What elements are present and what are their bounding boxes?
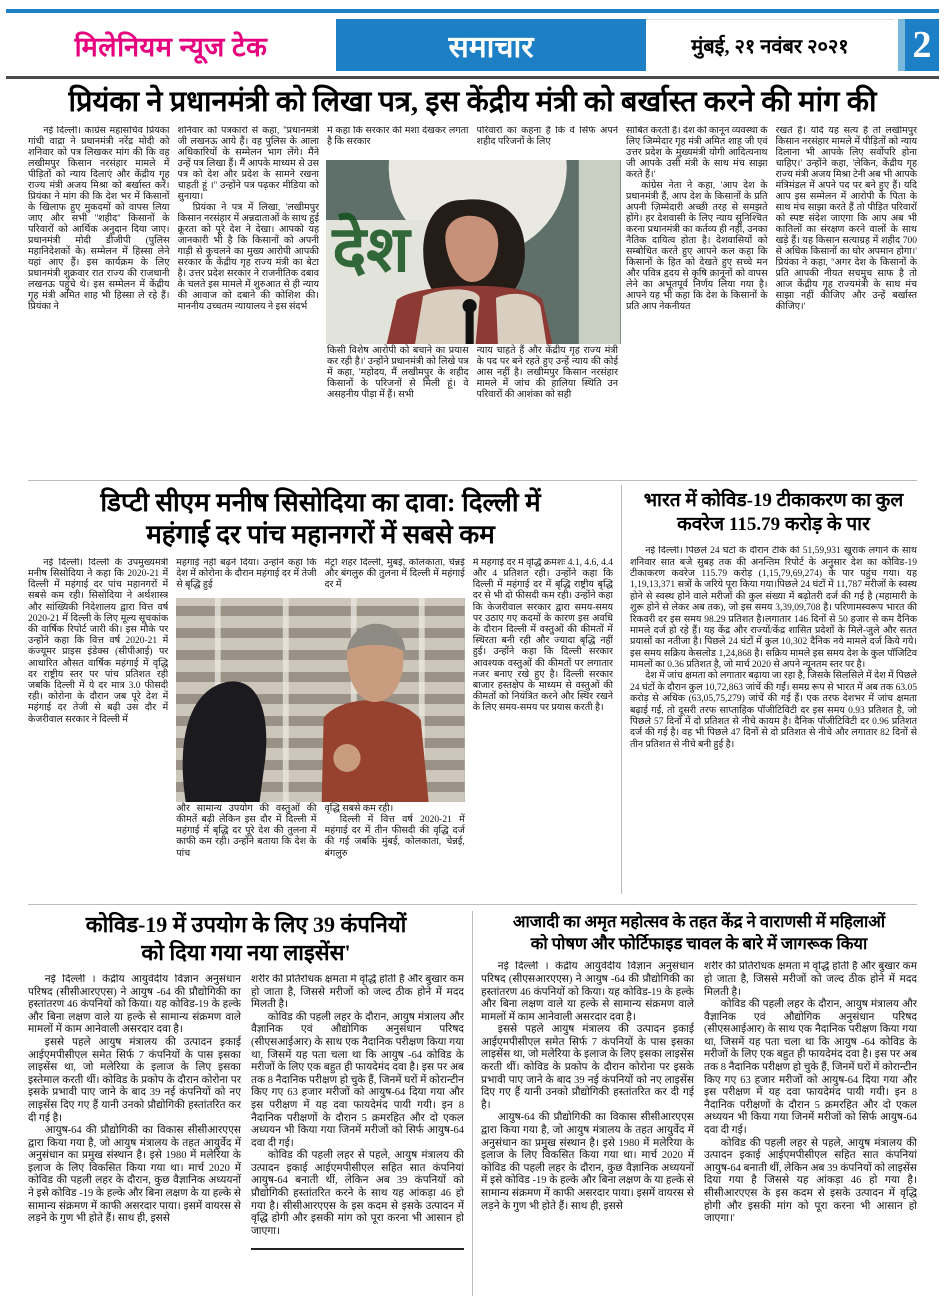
vaccination-article [630, 485, 917, 894]
page-number-stripe [898, 19, 905, 71]
body-paragraph: न्याय चाहते हैं और केंद्रीय गृह राज्य मंत्री के पद पर बने रहते हुए उन्हें न्याय की कोई आस नहीं है। लखीमपुर किसान नरसंहार मामले में जांच की हालिया स्थिति उन परिवारों की आशंका को सही [476, 345, 618, 400]
headline-line: को दिया गया नया लाइसेंस' [141, 940, 351, 966]
body-paragraph: रखते हैं। यदि यह सत्य है तो लखीमपुर किसान नरसंहार मामले में पीड़ितों को न्याय दिलाना भी आपके लिए सर्वोपरि होना चाहिए।' उन्होंने कहा, 'लेकिन, केंद्रीय गृह राज्य मंत्री अजय मिश्रा टेनी अब भी आपके मंत्रिमंडल में अपने पद पर बने हुए हैं। यदि आप इस सम्मेलन में आरोपी के पिता के साथ मंच साझा करते हैं तो पीड़ित परिवारों को स्पष्ट संदेश जाएगा कि आप अब भी कातिलों का संरक्षण करने वालों के साथ खड़े हैं। यह किसान सत्याग्रह में शहीद 700 से अधिक किसानों का घोर अपमान होगा।' प्रियंका ने कहा, ''अगर देश के किसानों के प्रति आपकी नीयत सचमुच साफ है तो आज केंद्रीय गृह राज्यमंत्री के साथ मंच साझा नहीं कीजिए और उन्हें बर्खास्त कीजिए।' [775, 125, 917, 313]
header-rule [6, 76, 939, 79]
section-bar [336, 19, 646, 71]
body-paragraph: साबित करती है। देश की कानून व्यवस्था के लिए जिम्मेदार गृह मंत्री अमित शाह जी एवं उत्तर प्रदेश के मुख्यमंत्री योगी आदित्यनाथ जी आपके उसी मंत्री के साथ मंच साझा करते हैं।' [626, 125, 768, 180]
body-paragraph: कोविड की पहली लहर से पहले, आयुष मंत्रालय की उत्पादन इकाई आईएमपीसीएल सहित सात कंपनियां आयुष-64 बनाती थीं, लेकिन अब 39 कंपनियों को लाइसेंस दिया गया है जिससे यह आंकड़ा 46 हो गया है। सीसीआरएएस के इस कदम से इसके उत्पादन में वृद्धि होगी और इसकी मांग को पूरा करना भी आसान हो जाएगा।' [704, 1137, 917, 1225]
body-paragraph: आयुष-64 की प्रौद्योगिकी का विकास सीसीआरएएस द्वारा किया गया है, जो आयुष मंत्रालय के तहत आयुर्वेद में अनुसंधान का प्रमुख संस्थान है। इसे 1980 में मलेरिया के इलाज के लिए विकसित किया गया था। मार्च 2020 में कोविड की पहली लहर के दौरान, कुछ वैज्ञानिक अध्ययनों ने इसे कोविड -19 के हल्के और बिना लक्षण के या हल्के से सामान्य संक्रमण में काफी असरदार पाया। इसमें वायरस से लड़ने के गुण भी होते हैं। साथ ही, इससे [28, 1125, 241, 1225]
lead-article [28, 126, 917, 472]
end-rule [251, 1248, 464, 1250]
sisodia-headline [28, 487, 613, 552]
photo-priyanka-gandhi [326, 160, 620, 344]
body-paragraph: नई दिल्ली। दिल्ली के उपमुख्यमंत्री मनीष सिसोदिया ने कहा कि 2020-21 में दिल्ली में महंगाई दर पांच महानगरों में सबसे कम रही। सिसोदिया ने अर्थशास्त्र और सांख्यिकी निदेशालय द्वारा वित्त वर्ष 2020-21 में दिल्ली के लिए मूल्य सूचकांक की वार्षिक रिपोर्ट जारी की। इस मौके पर उन्होंने कहा कि वित्त वर्ष 2020-21 में कंज्यूमर प्राइस इंडेक्स (सीपीआई) पर आधारित औसत वार्षिक महंगाई में वृद्धि दर राष्ट्रीय स्तर पर पांच प्रतिशत रही जबकि दिल्ली में ये दर मात्र 3.0 फीसदी रही। कोरोना के दौरान जब पूरे देश में महंगाई दर तेजी से बढ़ी उस दौर में केजरीवाल सरकार ने दिल्ली में [28, 557, 169, 725]
column-divider [621, 485, 622, 894]
sisodia-columns [28, 558, 613, 894]
body-paragraph: नई दिल्ली। कांग्रेस महासचिव प्रियंका गांधी वाद्रा ने प्रधानमंत्री नरेंद्र मोदी को शनिवार को पत्र लिखकर मांग की कि वह लखीमपुर किसान नरसंहार मामले में पीड़ितों को न्याय दिलाएं और केंद्रीय गृह राज्य मंत्री अजय मिश्रा को बर्खास्त करें। प्रियंका ने मांग की कि देश भर में किसानों के खिलाफ हुए मुकदमों को वापस लिया जाए और सभी ''शहीद'' किसानों के परिवारों को आर्थिक अनुदान दिया जाए। प्रधानमंत्री मोदी डीजीपी (पुलिस महानिदेशकों के) सम्मेलन में हिस्सा लेने यहां आए हैं। इस कार्यक्रम के लिए प्रधानमंत्री शुक्रवार रात राज्य की राजधानी लखनऊ पहुंचे थे। इस सम्मेलन में केंद्रीय गृह मंत्री अमित शाह भी हिस्सा ले रहे हैं। प्रियंका ने [28, 125, 170, 313]
article-column [28, 974, 241, 1296]
article-column [626, 126, 768, 472]
top-rule [6, 9, 939, 13]
body-paragraph: परिवारों का कहना है कि वे सिर्फ अपने शहीद परिजनों के लिए [476, 125, 618, 147]
body-paragraph: इससे पहले आयुष मंत्रालय की उत्पादन इकाई आईएमपीसीएल समेत सिर्फ 7 कंपनियों के पास इसका लाइसेंस था, जो मलेरिया के इलाज के लिए इसका लाइसेंस करती थीं। कोविड के प्रकोप के दौरान कोरोना पर इसके प्रभावी पाए जाने के बाद 39 नई कंपनियों को नए लाइसेंस दिए गए हैं यानी उनको प्रौद्योगिकी हस्तांतरित कर दी गई है। [481, 1024, 694, 1111]
section-title: समाचार [448, 30, 534, 64]
page-number-box [905, 19, 939, 71]
body-paragraph: महंगाई नहीं बढ़ने दिया। उन्होंने कहा कि देश में कोरोना के दौरान महंगाई दर में तेजी से बृद्धि हुई [176, 557, 317, 591]
body-paragraph: प्रियंका ने पत्र में लिखा, 'लखीमपुर किसान नरसंहार में अन्नदाताओं के साथ हुई क्रूरता को पूरे देश ने देखा। आपको यह जानकारी भी है कि किसानों को अपनी गाड़ी से कुचलने का मुख्य आरोपी आपकी सरकार के केंद्रीय गृह राज्य मंत्री का बेटा है। उत्तर प्रदेश सरकार ने राजनीतिक दबाव के चलते इस मामले में शुरुआत से ही न्याय की आवाज को दबाने की कोशिश की। माननीय उच्चतम न्यायालय ने इस संदर्भ [177, 202, 319, 313]
photo-manish-sisodia [176, 598, 465, 802]
backdrop-text: देश [332, 213, 410, 285]
license-columns [28, 974, 464, 1296]
headline-line: डिप्टी सीएम मनीष सिसोदिया का दावा: दिल्ली में [100, 487, 541, 517]
body-paragraph: शरीर की प्रतिरोधक क्षमता में वृद्धि होती है और बुखार कम हो जाता है, जिससे मरीजों को जल्द ठीक होने में मदद मिलती है। [704, 961, 917, 998]
body-paragraph: में कहा कि सरकार की मंशा देखकर लगता है कि सरकार [327, 125, 469, 147]
headline-line: कवरेज 115.79 करोड़ के पार [677, 514, 870, 536]
article-column [28, 126, 170, 472]
sisodia-article [28, 485, 613, 894]
body-paragraph: किसी विशेष आरोपी को बचाने का प्रयास कर रही है।' उन्होंने प्रधानमंत्री को लिखे पत्र में कहा, 'महोदय, मैं लखीमपुर के शहीद किसानों के परिजनों से मिली हूं। वे असहनीय पीड़ा में हैं। सभी [327, 345, 469, 400]
article-column [178, 126, 320, 472]
body-paragraph: नई दिल्ली । केंद्रीय आयुर्वेदीय विज्ञान अनुसंधान परिषद (सीसीआरएएस) ने आयुष -64 की प्रौद्योगिकी का हस्तांतरण 46 कंपनियों को किया। यह कोविड-19 के हल्के और बिना लक्षण वाले या हल्के से सामान्य संक्रमण वाले मामलों में काम आनेवाली असरदार दवा है। [28, 973, 241, 1036]
edition-date: मुंबई, २१ नवंबर २०२१ [691, 36, 849, 58]
body-paragraph: शनिवार को पत्रकारों से कहा, ''प्रधानमंत्री जी लखनऊ आये हैं। वह पुलिस के आला अधिकारियों के सम्मेलन भाग लेंगे। मैंने उन्हें पत्र लिखा हैं। मैं आपके माध्यम से उस पत्र को देश और प्रदेश के सामने रखना चाहती हूं ।'' उन्होंने पत्र पढ़कर मीडिया को सुनाया। [177, 125, 319, 202]
article-column [251, 974, 464, 1296]
body-paragraph: शरीर की प्रतिरोधक क्षमता में वृद्धि होती है और बुखार कम हो जाता है, जिससे मरीजों को जल्द ठीक होने में मदद मिलती है। [251, 973, 464, 1011]
column-divider [472, 911, 473, 1296]
headline-line: आजादी का अमृत महोत्सव के तहत केंद्र ने वाराणसी में महिलाओं [512, 911, 886, 931]
body-paragraph: और सामान्य उपयोग की वस्तुओं की कीमतें बढ़ी लेकिन इस दौर में दिल्ली में महंगाई में बृद्धि दर पूरे देश की तुलना में काफी कम रही। उन्होंने बताया कि देश के पांच [176, 803, 317, 859]
headline-line: महंगाई दर पांच महानगरों में सबसे कम [146, 520, 495, 550]
middle-band [28, 480, 917, 894]
awareness-columns [481, 961, 917, 1296]
headline-line: को पोषण और फोर्टिफाइड चावल के बारे में जागरूक किया [530, 934, 868, 954]
license-headline [28, 911, 464, 968]
body-paragraph: कांग्रेस नेता ने कहा, 'आप देश के प्रधानमंत्री हैं, आप देश के किसानों के प्रति अपनी ज़िम्मेदारी अच्छी तरह से समझते होंगे। हर देशवासी के लिए न्याय सुनिश्चित करना प्रधानमंत्री का कर्तव्य ही नहीं, उनका नैतिक दायित्व होता है। देशवासियों को सम्बोधित करते हुए आपने कल कहा कि किसानों के हित को देखते हुए सच्चे मन और पवित्र हृदय से कृषि क़ानूनों को वापस लेने का अभूतपूर्व निर्णय लिया गया है। आपने यह भी कहा कि देश के किसानों के प्रति आप नेकनीयत [626, 180, 768, 313]
page-header [6, 19, 939, 71]
vaccination-headline [630, 489, 917, 538]
vaccination-body [630, 546, 917, 882]
masthead-box [6, 19, 336, 71]
lead-headline: प्रियंका ने प्रधानमंत्री को लिखा पत्र, इस केंद्रीय मंत्री को बर्खास्त करने की मांग की [68, 86, 877, 118]
awareness-article [481, 911, 917, 1296]
article-column [776, 126, 918, 472]
body-paragraph: दिल्ली में वित्त वर्ष 2020-21 में महंगाई दर में तीन फीसदी की वृद्धि दर्ज की गई जबकि मुंबई, कोलकाता, चेन्नई, बंगलुरु [324, 815, 465, 859]
bottom-band [28, 904, 917, 1296]
license-article [28, 911, 464, 1296]
body-paragraph: वृद्धि सबसे कम रही। [324, 803, 394, 814]
body-paragraph: नई दिल्ली। पिछले 24 घंटों के दौरान टीके की 51,59,931 खुराकें लगाने के साथ शनिवार सात बजे सुबह तक की अनन्तिम रिपोर्ट के अनुसार देश का कोविड-19 टीकाकरण कवरेज 115.79 करोड़ (1,15,79,69,274) के पार पहुंच गया। यह 1,19,13,371 सत्रों के जरिये पूरा किया गया।पिछले 24 घंटों में 11,787 मरीजों के स्वस्थ होने से स्वस्थ होने वाले मरीजों की कुल संख्या में बढ़ोतरी दर्ज की गई है (महामारी के शुरू होने से लेकर अब तक), जो इस समय 3,39,09,708 है। परिणामस्वरूप भारत की रिकवरी दर इस समय 98.29 प्रतिशत है।लगातार 146 दिनों से 50 हजार से कम दैनिक मामले दर्ज हो रहे हैं। यह केंद्र और राज्यों/केंद्र शासित प्रदेशों के मिले-जुले और सतत प्रयासों का नतीजा है। पिछले 24 घंटों में कुल 10,302 दैनिक नये मामले दर्ज किये गये। इस समय सक्रिय केसलोड 1,24,868 है। सक्रिय मामले इस समय देश के कुल पॉजिटिव मामलों का 0.36 प्रतिशत है, जो मार्च 2020 से अपने न्यूनतम स्तर पर है। [630, 546, 917, 671]
masthead-title: मिलेनियम न्यूज टेक [74, 31, 268, 62]
article-column [481, 961, 694, 1296]
article-column [704, 961, 917, 1296]
awareness-headline [481, 911, 917, 956]
body-paragraph: इससे पहले आयुष मंत्रालय की उत्पादन इकाई आईएमपीसीएल समेत सिर्फ 7 कंपनियों के पास इसका लाइसेंस था, जो मलेरिया के इलाज के लिए इसका इस्तेमाल करती थीं। कोविड के प्रकोप के दौरान कोरोना पर इसके प्रभावी पाए जाने के बाद 39 नई कंपनियों को नए लाइसेंस दिए गए हैं यानी उनको प्रौद्योगिकी हस्तांतरित कर दी गई है। [28, 1036, 241, 1124]
body-paragraph: कोविड की पहली लहर के दौरान, आयुष मंत्रालय और वैज्ञानिक एवं औद्योगिक अनुसंधान परिषद (सीएसआईआर) के साथ एक नैदानिक परीक्षण किया गया था, जिसमें यह पता चला था कि आयुष -64 कोविड के मरीजों के लिए एक बहुत ही फायदेमंद दवा है। इस पर अब तक 8 नैदानिक परीक्षण हो चुके हैं, जिनमें घरों में कोरान्टीन किए गए 63 हजार मरीजों को आयुष-64 दिया गया और इस परीक्षण में यह दवा फायदेमंद पायी गयी। इन 8 नैदानिक परीक्षणों के दौरान 5 क्रमरहित और दो एकल अध्ययन भी किया गया जिनमें मरीजों को सिर्फ आयुष-64 दवा दी गई। [704, 999, 917, 1137]
body-paragraph: नई दिल्ली । केंद्रीय आयुर्वेदीय विज्ञान अनुसंधान परिषद (सीएसआरएएस) ने आयुष -64 की प्रौद्योगिकी का हस्तांतरण 46 कंपनियों को किया। यह कोविड-19 के हल्के और बिना लक्षण वाले या हल्के से सामान्य संक्रमण वाले मामलों में काम आनेवाली असरदार दवा है। [481, 961, 694, 1023]
article-column [473, 558, 613, 894]
date-box [646, 19, 894, 71]
body-paragraph: कोविड की पहली लहर के दौरान, आयुष मंत्रालय और वैज्ञानिक एवं औद्योगिक अनुसंधान परिषद (सीएसआईआर) के साथ एक नैदानिक परीक्षण किया गया था, जिसमें यह पता चला था कि आयुष -64 कोविड के मरीजों के लिए एक बहुत ही फायदेमंद दवा है। इस पर अब तक 8 नैदानिक परीक्षण हो चुके हैं, जिनमें घरों में कोरान्टीन किए गए 63 हजार मरीजों को आयुष-64 दिया गया और इस परीक्षण में यह दवा फायदेमंद पायी गयी। इन 8 नैदानिक परीक्षणों के दौरान 5 क्रमरहित और दो एकल अध्ययन भी किया गया जिनमें मरीजों को सिर्फ आयुष-64 दवा दी गई। [251, 1011, 464, 1149]
body-paragraph: कोविड की पहली लहर से पहले, आयुष मंत्रालय की उत्पादन इकाई आईएमपीसीएल सहित सात कंपनियां आयुष-64 बनाती थीं, लेकिन अब 39 कंपनियों को प्रौद्योगिकी हस्तांतरित करने के साथ यह आंकड़ा 46 हो गया है। सीसीआरएएस के इस कदम से इसके उत्पादन में वृद्धि होगी और इसकी मांग को पूरा करना भी आसान हो जाएगा। [251, 1150, 464, 1237]
article-column [28, 558, 168, 894]
page-number: 2 [912, 24, 932, 66]
body-paragraph: में महंगाई दर में वृद्धि क्रमशः 4.1, 4.6, 4.4 और 4 प्रतिशत रही। उन्होंने कहा कि दिल्ली में महंगाई दर में बृद्धि राष्ट्रीय बृद्धि दर से भी दो फीसदी कम रही। उन्होंने कहा कि केजरीवाल सरकार द्वारा समय-समय पर उठाए गए कदमों के कारण इस अवधि के दौरान दिल्ली में वस्तुओं की कीमतों में स्थिरता बनी रही और ज्यादा बृद्धि नहीं हुई। उन्होंने कहा कि दिल्ली सरकार आवश्यक वस्तुओं की कीमतों पर लगातार नजर बनाए रखे हुए है। दिल्ली सरकार बाजार हस्तक्षेप के माध्यम से वस्तुओं की कीमतों को नियंत्रित करने और स्थिर रखने के लिए समय-समय पर प्रयास करती है। [472, 557, 613, 714]
body-paragraph: आयुष-64 की प्रौद्योगिकी का विकास सीसीआरएएस द्वारा किया गया है, जो आयुष मंत्रालय के तहत आयुर्वेद में अनुसंधान का प्रमुख संस्थान है। इसे 1980 में मलेरिया के इलाज के लिए विकसित किया गया था। मार्च 2020 में कोविड की पहली लहर के दौरान, कुछ वैज्ञानिक अध्ययनों में इसे कोविड -19 के हल्के और बिना लक्षण के या हल्के से सामान्य संक्रमण में काफी असरदार पाया। इसमें वायरस से लड़ने के गुण भी होते हैं। साथ ही, इससे [481, 1112, 694, 1212]
photo-manish-sisodia-graphic [176, 598, 465, 802]
body-paragraph: देश में जांच क्षमता को लगातार बढ़ाया जा रहा है, जिसके सिलसिले में देश में पिछले 24 घंटों के दौरान कुल 10,72,863 जांचें की गईं। समग्र रूप से भारत में अब तक 63.05 करोड़ से अधिक (63,05,75,279) जांचें की गई हैं। एक तरफ देशभर में जांच क्षमता बढ़ाई गई, तो दूसरी तरफ साप्ताहिक पॉजीटिविटी दर इस समय 0.93 प्रतिशत है, जो पिछले 57 दिनों में दो प्रतिशत से नीचे कायम है। दैनिक पॉजीटिविटी दर 0.96 प्रतिशत दर्ज की गई है। वह भी पिछले 47 दिनों से दो प्रतिशत से नीचे और लगातार 82 दिनों से तीन प्रतिशत से नीचे बनी हुई है। [630, 671, 917, 750]
headline-line: कोविड-19 में उपयोग के लिए 39 कंपनियों [85, 911, 407, 937]
headline-line: भारत में कोविड-19 टीकाकरण का कुल [643, 489, 904, 511]
body-paragraph: मेट्रो शहर दिल्ली, मुंबई, कोलकाता, चेन्नई और बंगलुरु की तुलना में दिल्ली में महंगाई दर में [324, 557, 465, 591]
